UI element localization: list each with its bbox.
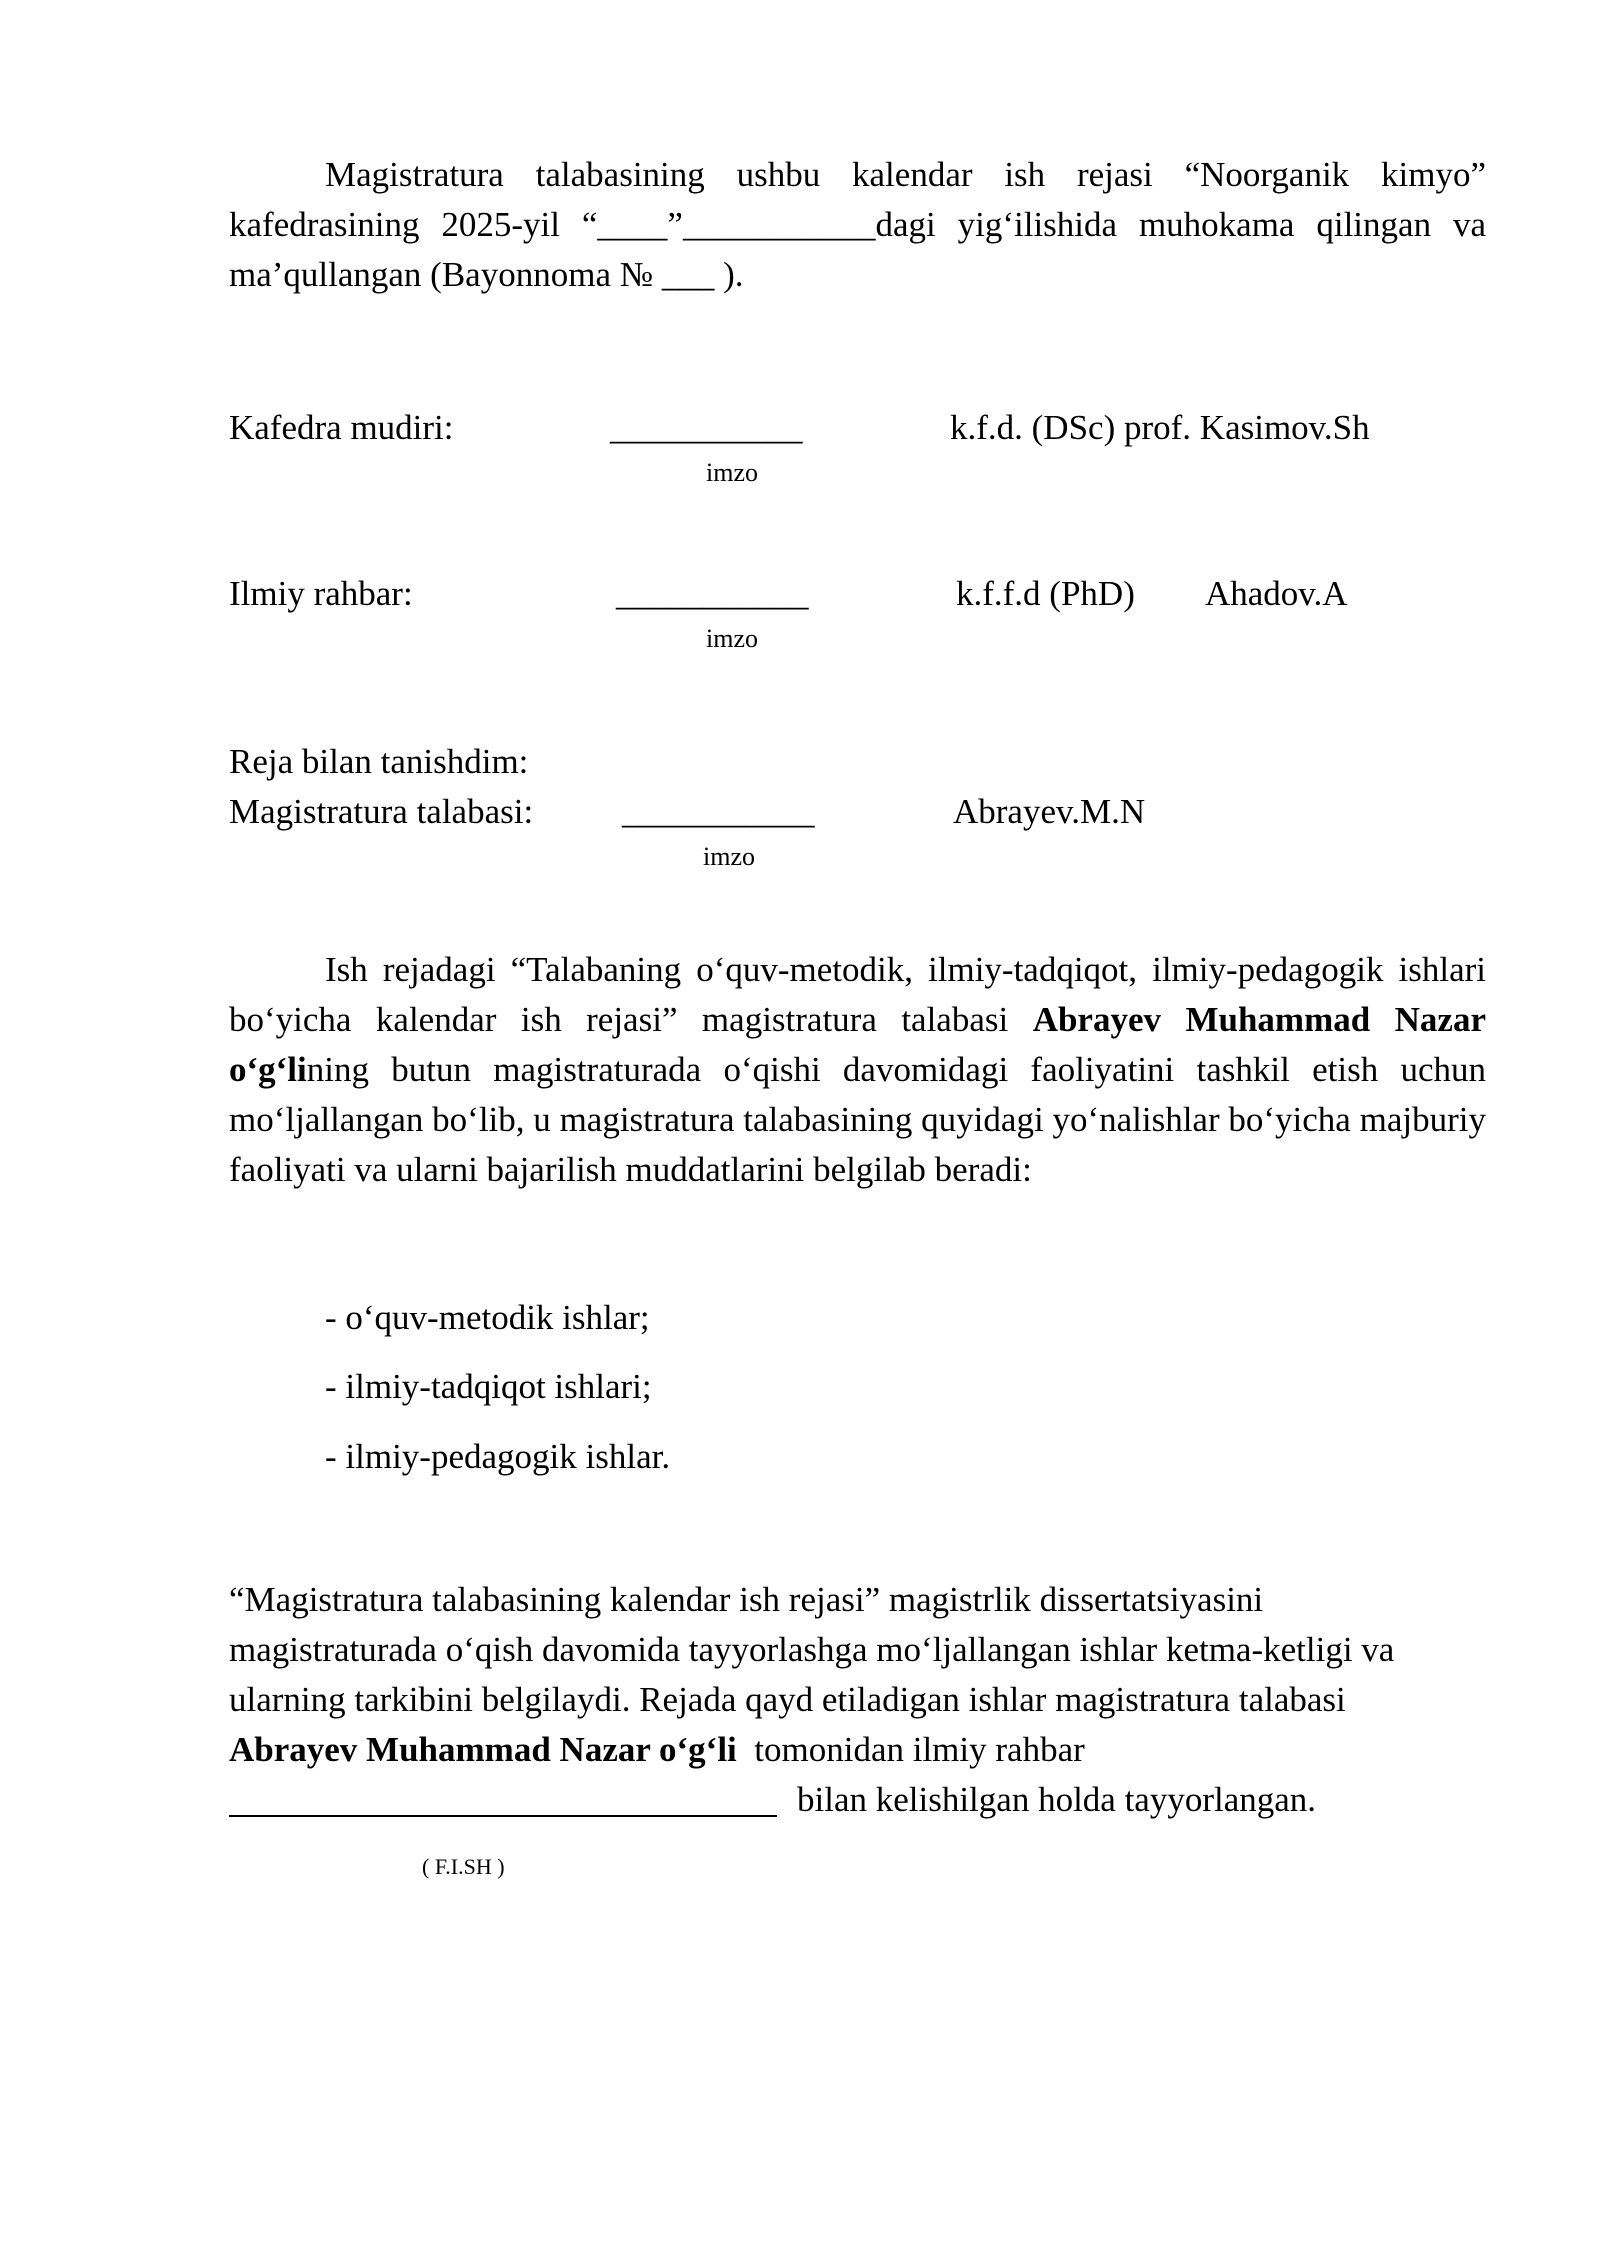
list-item: - o‘quv-metodik ishlar; xyxy=(325,1298,650,1337)
kafedra-mudiri-name: k.f.d. (DSc) prof. Kasimov.Sh xyxy=(950,408,1370,447)
intro-blank-day: ____ xyxy=(597,205,668,244)
closing-line-1: “Magistratura talabasining kalendar ish rejasi” magistrlik dissertatsiyasini xyxy=(229,1580,1264,1619)
intro-text-3: dagi yig‘ilishida muhokama qilingan va ma’qullangan (Bayonnoma № xyxy=(229,205,1487,294)
intro-paragraph xyxy=(229,150,1486,300)
intro-text-4: ). xyxy=(714,255,744,294)
ilmiy-rahbar-label: Ilmiy rahbar: xyxy=(229,574,413,613)
closing-line-3: ularning tarkibini belgilaydi. Rejada qayd etiladigan ishlar magistratura talabasi xyxy=(229,1680,1346,1719)
intro-blank-month: ___________ xyxy=(682,205,876,244)
closing-student-name: Abrayev Muhammad Nazar o‘g‘li xyxy=(229,1730,737,1769)
talaba-signature-line: ___________ xyxy=(622,792,815,831)
intro-text-1: Magistratura talabasining ushbu kalendar ish rejasi “Noorganik kimyo” kafedrasining 2025-yil “ xyxy=(229,155,1486,244)
reja-tanishdim-heading: Reja bilan tanishdim: xyxy=(229,742,529,781)
talaba-name: Abrayev.M.N xyxy=(953,792,1146,831)
talaba-signature-caption: imzo xyxy=(703,842,755,871)
kafedra-mudiri-signature-caption: imzo xyxy=(706,458,758,487)
ilmiy-rahbar-signature-line: ___________ xyxy=(616,574,809,613)
list-item: - ilmiy-pedagogik ishlar. xyxy=(325,1437,671,1476)
closing-line-4 xyxy=(229,1730,1085,1770)
intro-text-2: ” xyxy=(667,205,683,244)
ilmiy-rahbar-signature-caption: imzo xyxy=(706,624,758,653)
plan-text-1: Ish rejadagi “Talabaning o‘quv-metodik, ilmiy-tadqiqot, ilmiy-pedagogik ishlari bo‘yicha kalendar ish rejasi” magistratura talabasi xyxy=(229,950,1486,1039)
kafedra-mudiri-signature-line: ___________ xyxy=(610,408,803,447)
plan-paragraph xyxy=(229,945,1486,1195)
closing-line-5: bilan kelishilgan holda tayyorlangan. xyxy=(797,1780,1317,1819)
fish-caption: ( F.I.SH ) xyxy=(422,1854,505,1879)
magistratura-talabasi-label: Magistratura talabasi: xyxy=(229,792,534,831)
kafedra-mudiri-label: Kafedra mudiri: xyxy=(229,408,454,447)
plan-student-name: Abrayev Muhammad Nazar o‘g‘li xyxy=(229,1000,1486,1089)
intro-blank-protocol: ___ xyxy=(661,255,715,294)
plan-text-2: ning butun magistraturada o‘qishi davomidagi faoliyatini tashkil etish uchun mo‘ljallangan bo‘lib, u magistratura talabasining quyidagi yo‘nalishlar bo‘yicha majburiy faoliyati va ularni bajarilish muddatlarini belgilab beradi: xyxy=(229,1050,1486,1189)
list-item: - ilmiy-tadqiqot ishlari; xyxy=(325,1367,652,1406)
closing-line-2: magistraturada o‘qish davomida tayyorlashga mo‘ljallangan ishlar ketma-ketligi va xyxy=(229,1630,1395,1669)
ilmiy-rahbar-degree: k.f.f.d (PhD) xyxy=(956,574,1135,613)
ilmiy-rahbar-name: Ahadov.A xyxy=(1205,574,1348,613)
fish-signature-rule xyxy=(229,1815,777,1817)
closing-line-4-rest: tomonidan ilmiy rahbar xyxy=(754,1730,1085,1769)
